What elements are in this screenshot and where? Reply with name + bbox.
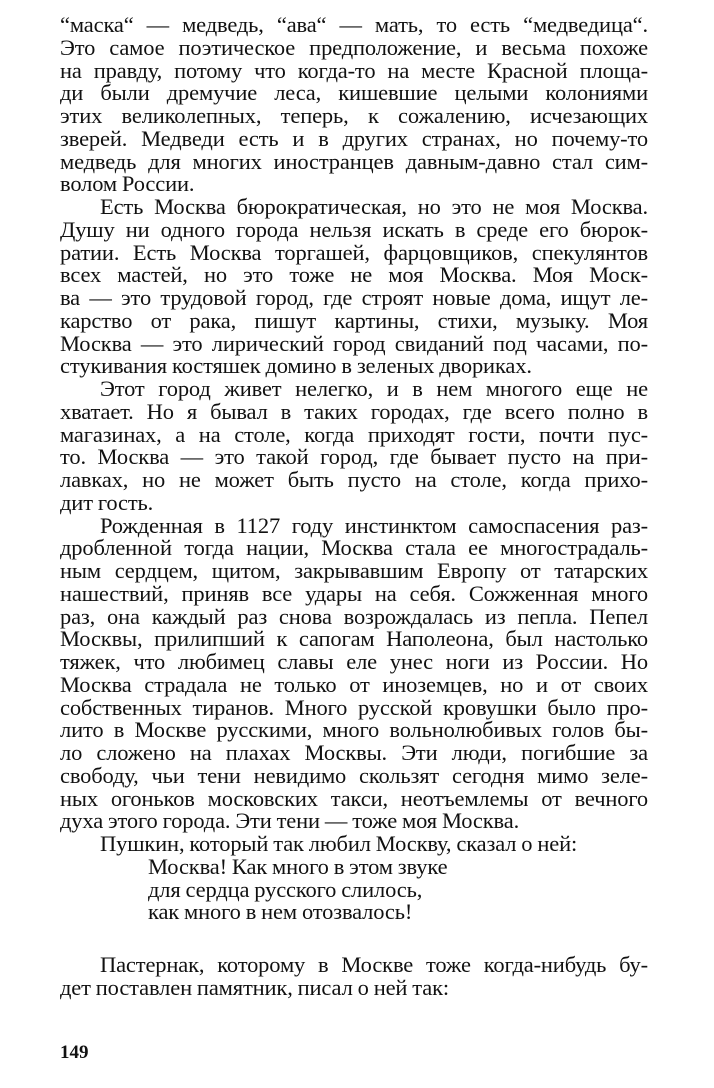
text-line: магазинах, а на столе, когда приходят гости, почти пус- (60, 421, 648, 447)
poem-line: для сердца русского слилось, (148, 876, 423, 902)
text-line: тяжек, что любимец славы еле унес ноги из России. Но (60, 649, 648, 674)
closing-paragraph (60, 954, 648, 1000)
text-line: хватает. Но я бывал в таких городах, где всего полно в (60, 398, 648, 424)
text-line: волом России. (60, 171, 195, 197)
text-line: на правду, потому что когда-то на месте Красной площа- (60, 57, 648, 83)
text-line: собственных тиранов. Много русской кровушки было про- (60, 694, 648, 720)
text-line: ло сложено на плахах Москвы. Эти люди, погибшие за (60, 740, 648, 765)
paragraph (60, 14, 648, 196)
poem-line: как много в нем отозвалось! (148, 899, 413, 925)
text-line: ди были дремучие леса, кишевшие целыми колониями (60, 80, 648, 106)
text-line: лавках, но не может быть пусто на столе, когда прихо- (60, 467, 648, 492)
text-line: Пушкин, который так любил Москву, сказал о ней: (100, 831, 578, 856)
text-line: медведь для многих иностранцев давным-давно стал сим- (60, 148, 648, 174)
text-line: Душу ни одного города нельзя искать в среде его бюрок- (60, 216, 648, 242)
poem-line: Москва! Как много в этом звуке (148, 853, 448, 879)
text-line: дит гость. (60, 489, 154, 515)
paragraph (60, 512, 648, 834)
paragraph (60, 378, 648, 515)
stanza-gap (60, 924, 648, 954)
text-line: стукивания костяшек домино в зеленых двориках. (60, 353, 532, 379)
text-line: Москва — это лирический город свиданий под часами, по- (60, 330, 648, 356)
paragraph (60, 196, 648, 378)
text-line: Этот город живет нелегко, и в нем многого еще не (100, 376, 648, 401)
text-line: Москва страдала не только от иноземцев, но и от своих (60, 671, 648, 697)
text-line: Это самое поэтическое предположение, и весьма похоже (60, 34, 648, 60)
poem-quote (60, 853, 648, 925)
text-line: лито в Москве русскими, много вольнолюбивых голов бы- (60, 717, 648, 743)
text-line: ратии. Есть Москва торгашей, фарцовщиков, спекулянтов (60, 239, 648, 265)
text-line: ных огоньков московских такси, неотъемлемы от вечного (60, 785, 648, 811)
text-line: этих великолепных, теперь, к сожалению, исчезающих (60, 103, 648, 128)
text-line: раз, она каждый раз снова возрождалась из пепла. Пепел (60, 603, 648, 629)
text-line: Есть Москва бюрократическая, но это не моя Москва. (100, 194, 648, 219)
text-line: всех мастей, но это тоже не моя Москва. Моя Моск- (60, 262, 648, 288)
text-line: нашествий, приняв все удары на себя. Сожженная много (60, 580, 648, 606)
text-body (60, 14, 648, 856)
text-line: дробленной тогда нации, Москва стала ее многострадаль- (60, 535, 648, 561)
text-line: Пастернак, которому в Москве тоже когда-нибудь бу- (100, 952, 648, 977)
page-body (60, 14, 648, 1000)
text-line: зверей. Медведи есть и в других странах, но почему-то (60, 125, 648, 151)
text-line: “маска“ — медведь, “ава“ — мать, то есть “медведица“. (60, 12, 648, 37)
text-line: дет поставлен памятник, писал о ней так: (60, 974, 449, 1000)
text-line: духа этого города. Эти тени — тоже моя Москва. (60, 808, 520, 834)
text-line: свободу, чьи тени невидимо скользят сегодня мимо зеле- (60, 762, 648, 788)
paragraph (60, 833, 648, 856)
text-line: то. Москва — это такой город, где бывает пусто на при- (60, 444, 648, 470)
text-line: Рожденная в 1127 году инстинктом самоспасения раз- (100, 512, 648, 538)
text-line: карство от рака, пишут картины, стихи, музыку. Моя (60, 307, 648, 333)
page-number: 149 (60, 1042, 89, 1063)
text-line: ным сердцем, щитом, закрывавшим Европу от татарских (60, 558, 648, 583)
text-line: ва — это трудовой город, где строят новые дома, ищут ле- (60, 285, 648, 310)
text-line: Москвы, прилипший к сапогам Наполеона, был настолько (60, 626, 648, 652)
